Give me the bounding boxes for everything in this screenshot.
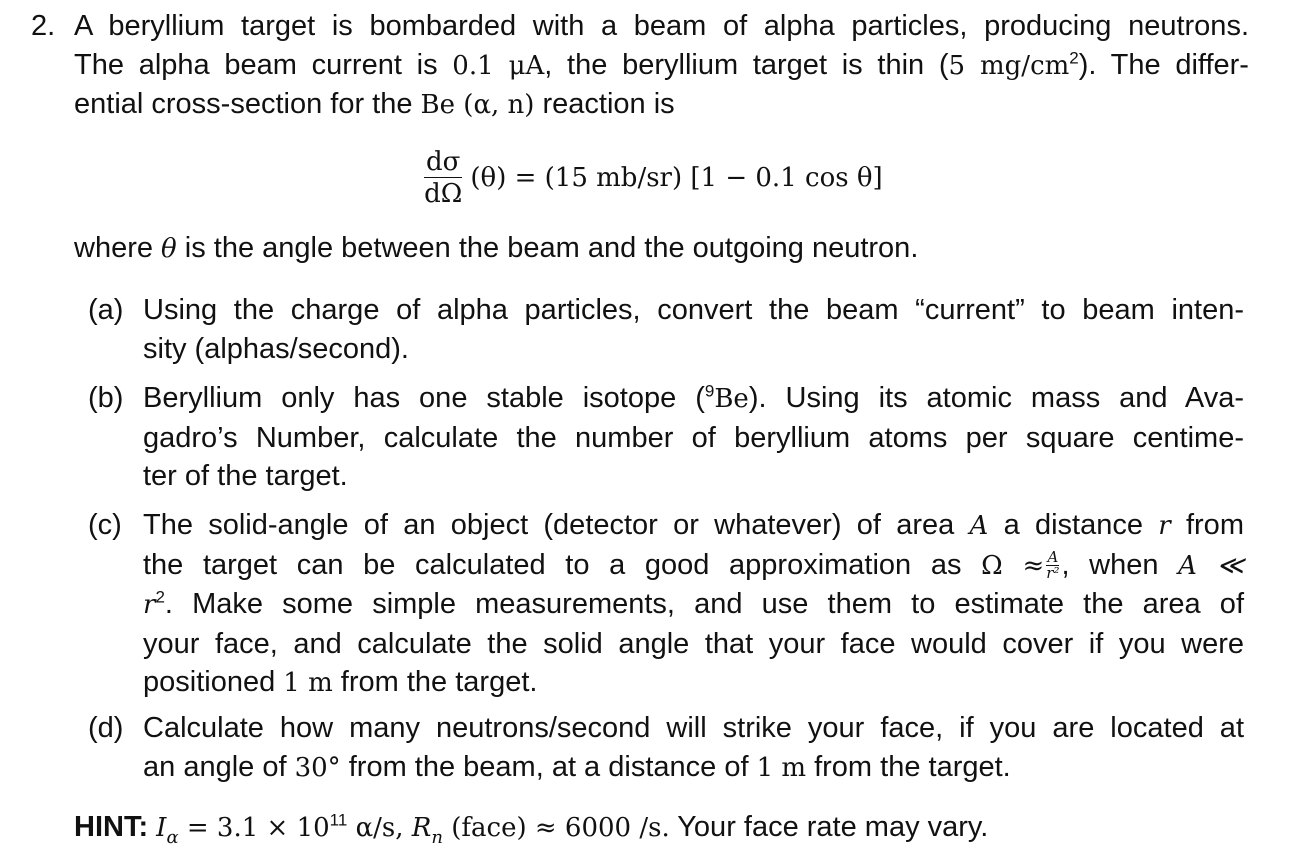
where-line: where θ is the angle between the beam and the outgoing neutron. (74, 232, 919, 264)
beam-current: 0.1 μA (452, 50, 545, 81)
reaction: Be (α, n) (420, 90, 535, 120)
solid-angle-fraction: $\frac{A}{\text{r²}}$ (1046, 548, 1060, 583)
hint: HINT: $I_\alpha = 3.1 \times 10^{11}$ α/s, $R_n$ (face) ≈ 6000 /s. Your face rate may vary. (74, 810, 989, 848)
part-b-label: (b) (88, 382, 124, 414)
part-a-line-1: Using the charge of alpha particles, convert the beam “current” to beam inten- (143, 294, 1244, 326)
cross-section-equation (424, 142, 883, 214)
part-c-line-2: the target can be calculated to a good approximation as Ω ≈ $\frac{A}{\text{r²}}$ , when A ≪ (143, 548, 1244, 583)
intro-line-1: A beryllium target is bombarded with a beam of alpha particles, producing neutrons. (74, 10, 1249, 42)
part-d-label: (d) (88, 712, 124, 744)
part-c-line-4: your face, and calculate the solid angle that your face would cover if you were (143, 627, 1244, 660)
equation-fraction (424, 147, 462, 210)
equation-denominator: dΩ (424, 178, 463, 209)
part-b-line-3: ter of the target. (143, 460, 348, 492)
part-a (143, 291, 1244, 368)
part-c-line-3: $r^2$. Make some simple measurements, and use them to estimate the area of (143, 587, 1244, 620)
part-d-line-2: an angle of 30° from the beam, at a distance of 1 m from the target. (143, 750, 1011, 783)
part-d-line-1: Calculate how many neutrons/second will strike your face, if you are located at (143, 712, 1244, 744)
equation-rhs: (θ) = (15 mb/sr) [1 − 0.1 cos θ] (470, 162, 883, 193)
intro-line-2: The alpha beam current is 0.1 μA, the beryllium target is thin (5 $mg/cm^2$). The differ- (74, 47, 1249, 81)
part-b (143, 379, 1244, 496)
part-b-line-1: Beryllium only has one stable isotope ($^9$Be). Using its atomic mass and Ava- (143, 381, 1244, 414)
part-c (143, 506, 1244, 703)
part-a-line-2: sity (alphas/second). (143, 332, 409, 365)
part-d (143, 709, 1244, 787)
part-c-label: (c) (88, 509, 122, 541)
intro-line-3: ential cross-section for the Be (α, n) reaction is (74, 88, 675, 120)
part-b-line-2: gadro’s Number, calculate the number of beryllium atoms per square centime- (143, 421, 1244, 454)
hint-label: HINT: (74, 811, 149, 843)
part-a-label: (a) (88, 294, 124, 326)
problem-number: 2. (31, 10, 56, 42)
problem-intro (74, 7, 1249, 125)
equation-numerator: dσ (426, 146, 461, 177)
target-thickness: 5 mg/cm (948, 50, 1070, 81)
part-c-line-5: positioned 1 m from the target. (143, 666, 538, 698)
part-c-line-1: The solid-angle of an object (detector or whatever) of area A a distance r from (143, 509, 1244, 541)
